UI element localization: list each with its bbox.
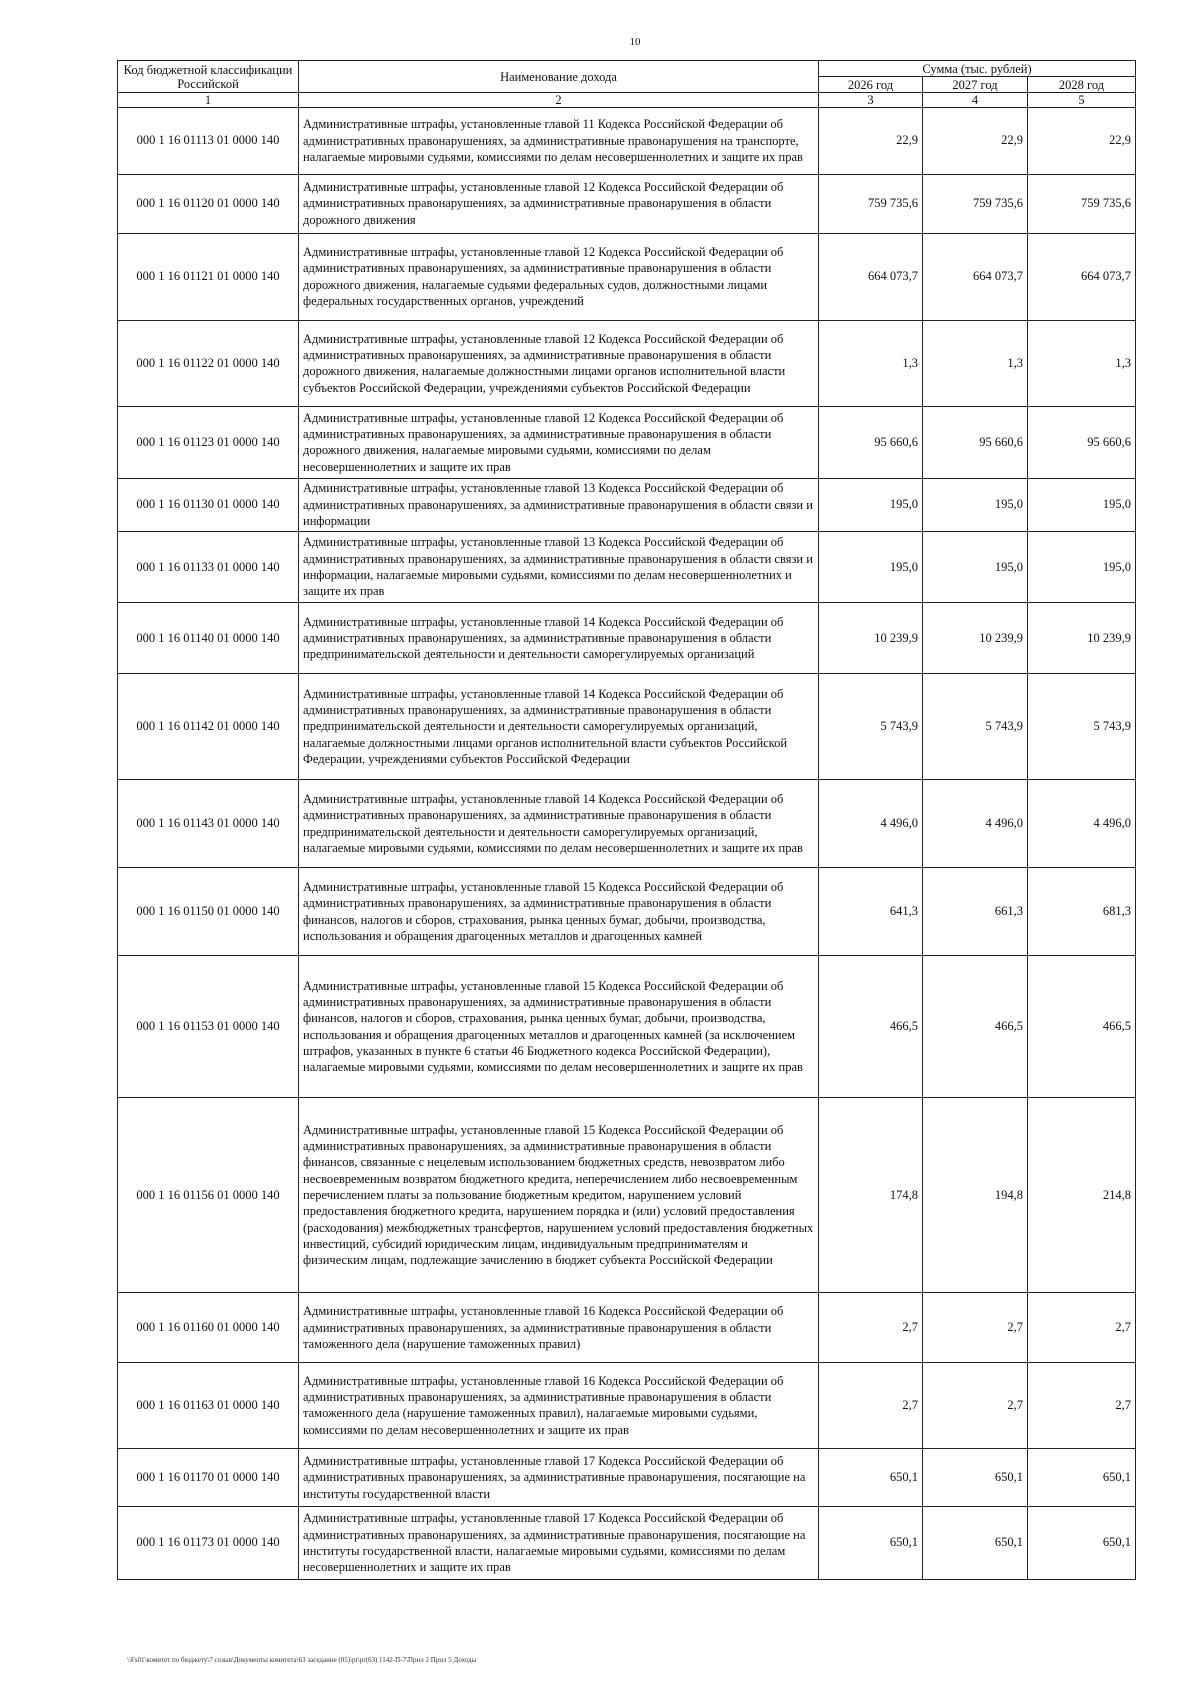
amount-2027-cell: 466,5: [923, 956, 1028, 1098]
amount-2027-cell: 1,3: [923, 320, 1028, 407]
table-row: [118, 233, 1136, 320]
budget-code-cell: 000 1 16 01130 01 0000 140: [118, 478, 299, 532]
budget-code-cell: 000 1 16 01122 01 0000 140: [118, 320, 299, 407]
amount-2026-cell: 759 735,6: [819, 174, 923, 233]
budget-code-cell: 000 1 16 01163 01 0000 140: [118, 1363, 299, 1449]
budget-code-cell: 000 1 16 01121 01 0000 140: [118, 233, 299, 320]
amount-2026-cell: 174,8: [819, 1097, 923, 1292]
table-row: [118, 478, 1136, 532]
table-row: [118, 1097, 1136, 1292]
amount-2026-cell: 2,7: [819, 1293, 923, 1363]
amount-2026-cell: 4 496,0: [819, 780, 923, 868]
income-name-cell: Административные штрафы, установленные главой 14 Кодекса Российской Федерации об административных правонарушениях, за административные правонарушения в области предпринимательской деятельности и деятельности саморегулируемых организаций, налагаемые должностными лицами органов исполнительной власти субъектов Российской Федерации, учреждениями субъектов Российской Федерации: [299, 673, 819, 779]
amount-2026-cell: 10 239,9: [819, 603, 923, 674]
income-name-cell: Административные штрафы, установленные главой 12 Кодекса Российской Федерации об административных правонарушениях, за административные правонарушения в области дорожного движения, налагаемые должностными лицами органов исполнительной власти субъектов Российской Федерации, учреждениями субъектов Российской Федерации: [299, 320, 819, 407]
amount-2027-cell: 95 660,6: [923, 407, 1028, 478]
amount-2026-cell: 5 743,9: [819, 673, 923, 779]
column-number: 2: [299, 93, 819, 108]
amount-2026-cell: 664 073,7: [819, 233, 923, 320]
amount-2027-cell: 195,0: [923, 532, 1028, 603]
amount-2027-cell: 650,1: [923, 1506, 1028, 1579]
code-column-header: Код бюджетной классификации Российской: [118, 61, 299, 93]
amount-2028-cell: 650,1: [1028, 1506, 1136, 1579]
table-row: [118, 780, 1136, 868]
table-row: [118, 320, 1136, 407]
income-name-cell: Административные штрафы, установленные главой 15 Кодекса Российской Федерации об административных правонарушениях, за административные правонарушения в области финансов, налогов и сборов, страхования, рынка ценных бумаг, добычи, производства, использования и обращения драгоценных металлов и драгоценных камней: [299, 868, 819, 956]
budget-code-cell: 000 1 16 01113 01 0000 140: [118, 108, 299, 175]
amount-2026-cell: 95 660,6: [819, 407, 923, 478]
income-name-cell: Административные штрафы, установленные главой 11 Кодекса Российской Федерации об административных правонарушениях, за административные правонарушения на транспорте, налагаемые мировыми судьями, комиссиями по делам несовершеннолетних и защите их прав: [299, 108, 819, 175]
table-row: [118, 1448, 1136, 1506]
column-number: 3: [819, 93, 923, 108]
table-row: [118, 603, 1136, 674]
income-name-cell: Административные штрафы, установленные главой 16 Кодекса Российской Федерации об административных правонарушениях, за административные правонарушения в области таможенного дела (нарушение таможенных правил), налагаемые мировыми судьями, комиссиями по делам несовершеннолетних и защите их прав: [299, 1363, 819, 1449]
amount-2028-cell: 4 496,0: [1028, 780, 1136, 868]
amount-2028-cell: 2,7: [1028, 1363, 1136, 1449]
amount-2028-cell: 466,5: [1028, 956, 1136, 1098]
amount-2026-cell: 650,1: [819, 1448, 923, 1506]
amount-2026-cell: 466,5: [819, 956, 923, 1098]
amount-2028-cell: 650,1: [1028, 1448, 1136, 1506]
amount-2027-cell: 2,7: [923, 1293, 1028, 1363]
income-name-cell: Административные штрафы, установленные главой 14 Кодекса Российской Федерации об административных правонарушениях, за административные правонарушения в области предпринимательской деятельности и деятельности саморегулируемых организаций, налагаемые мировыми судьями, комиссиями по делам несовершеннолетних и защите их прав: [299, 780, 819, 868]
column-number: 4: [923, 93, 1028, 108]
income-name-cell: Административные штрафы, установленные главой 17 Кодекса Российской Федерации об административных правонарушениях, за административные правонарушения, посягающие на институты государственной власти, налагаемые мировыми судьями, комиссиями по делам несовершеннолетних и защите их прав: [299, 1506, 819, 1579]
page-number: 10: [629, 36, 641, 48]
amount-2027-cell: 5 743,9: [923, 673, 1028, 779]
income-name-cell: Административные штрафы, установленные главой 13 Кодекса Российской Федерации об административных правонарушениях, за административные правонарушения в области связи и информации: [299, 478, 819, 532]
income-name-cell: Административные штрафы, установленные главой 13 Кодекса Российской Федерации об административных правонарушениях, за административные правонарушения в области связи и информации, налагаемые мировыми судьями, комиссиями по делам несовершеннолетних и защите их прав: [299, 532, 819, 603]
amount-2026-cell: 195,0: [819, 532, 923, 603]
amount-2028-cell: 195,0: [1028, 532, 1136, 603]
budget-code-cell: 000 1 16 01133 01 0000 140: [118, 532, 299, 603]
amount-2028-cell: 1,3: [1028, 320, 1136, 407]
table-row: [118, 174, 1136, 233]
budget-code-cell: 000 1 16 01120 01 0000 140: [118, 174, 299, 233]
table-row: [118, 956, 1136, 1098]
amount-2026-cell: 650,1: [819, 1506, 923, 1579]
amount-2027-cell: 195,0: [923, 478, 1028, 532]
income-table: [117, 60, 1136, 1580]
amount-2028-cell: 681,3: [1028, 868, 1136, 956]
income-name-cell: Административные штрафы, установленные главой 14 Кодекса Российской Федерации об административных правонарушениях, за административные правонарушения в области предпринимательской деятельности и деятельности саморегулируемых организаций: [299, 603, 819, 674]
amount-2027-cell: 650,1: [923, 1448, 1028, 1506]
amount-2028-cell: 195,0: [1028, 478, 1136, 532]
budget-code-cell: 000 1 16 01156 01 0000 140: [118, 1097, 299, 1292]
table-row: [118, 108, 1136, 175]
amount-2028-cell: 5 743,9: [1028, 673, 1136, 779]
file-path-footer: \\Fs01\комитет по бюджету\7 созыв\Документы комитета\63 заседание (05)\pr\pr(63) 1142-П-7\Прил 2 Прил 5 Доходы: [127, 1656, 477, 1664]
amount-2028-cell: 10 239,9: [1028, 603, 1136, 674]
table-row: [118, 673, 1136, 779]
income-name-cell: Административные штрафы, установленные главой 15 Кодекса Российской Федерации об административных правонарушениях, за административные правонарушения в области финансов, связанные с нецелевым использованием бюджетных средств, невозвратом либо несвоевременным возвратом бюджетного кредита, неперечислением либо несвоевременным перечислением платы за пользование бюджетным кредитом, нарушением условий предоставления бюджетного кредита, нарушением порядка и (или) условий предоставления (расходования) межбюджетных трансфертов, нарушением условий предоставления бюджетных инвестиций, субсидий юридическим лицам, индивидуальным предпринимателям и физическим лицам, подлежащие зачислению в бюджет субъекта Российской Федерации: [299, 1097, 819, 1292]
amount-2027-cell: 664 073,7: [923, 233, 1028, 320]
amount-2026-cell: 195,0: [819, 478, 923, 532]
amount-2028-cell: 664 073,7: [1028, 233, 1136, 320]
amount-2027-cell: 661,3: [923, 868, 1028, 956]
amount-2027-cell: 4 496,0: [923, 780, 1028, 868]
year-2026-header: 2026 год: [819, 77, 923, 93]
amount-2027-cell: 10 239,9: [923, 603, 1028, 674]
sum-column-header: Сумма (тыс. рублей): [819, 61, 1136, 77]
table-row: [118, 532, 1136, 603]
amount-2028-cell: 759 735,6: [1028, 174, 1136, 233]
amount-2026-cell: 22,9: [819, 108, 923, 175]
amount-2028-cell: 2,7: [1028, 1293, 1136, 1363]
income-name-cell: Административные штрафы, установленные главой 12 Кодекса Российской Федерации об административных правонарушениях, за административные правонарушения в области дорожного движения, налагаемые судьями федеральных судов, должностными лицами федеральных государственных органов, учреждений: [299, 233, 819, 320]
budget-code-cell: 000 1 16 01142 01 0000 140: [118, 673, 299, 779]
amount-2026-cell: 1,3: [819, 320, 923, 407]
budget-code-cell: 000 1 16 01123 01 0000 140: [118, 407, 299, 478]
amount-2027-cell: 2,7: [923, 1363, 1028, 1449]
column-number: 5: [1028, 93, 1136, 108]
amount-2028-cell: 95 660,6: [1028, 407, 1136, 478]
name-column-header: Наименование дохода: [299, 61, 819, 93]
table-body: [118, 108, 1136, 1580]
amount-2026-cell: 641,3: [819, 868, 923, 956]
income-name-cell: Административные штрафы, установленные главой 12 Кодекса Российской Федерации об административных правонарушениях, за административные правонарушения в области дорожного движения, налагаемые мировыми судьями, комиссиями по делам несовершеннолетних и защите их прав: [299, 407, 819, 478]
table-row: [118, 1363, 1136, 1449]
amount-2026-cell: 2,7: [819, 1363, 923, 1449]
budget-code-cell: 000 1 16 01150 01 0000 140: [118, 868, 299, 956]
table-row: [118, 407, 1136, 478]
table-row: [118, 868, 1136, 956]
budget-code-cell: 000 1 16 01160 01 0000 140: [118, 1293, 299, 1363]
amount-2027-cell: 194,8: [923, 1097, 1028, 1292]
amount-2028-cell: 22,9: [1028, 108, 1136, 175]
budget-code-cell: 000 1 16 01170 01 0000 140: [118, 1448, 299, 1506]
income-name-cell: Административные штрафы, установленные главой 17 Кодекса Российской Федерации об административных правонарушениях, за административные правонарушения, посягающие на институты государственной власти: [299, 1448, 819, 1506]
table-row: [118, 1293, 1136, 1363]
year-2028-header: 2028 год: [1028, 77, 1136, 93]
budget-code-cell: 000 1 16 01140 01 0000 140: [118, 603, 299, 674]
table-row: [118, 1506, 1136, 1579]
income-name-cell: Административные штрафы, установленные главой 16 Кодекса Российской Федерации об административных правонарушениях, за административные правонарушения в области таможенного дела (нарушение таможенных правил): [299, 1293, 819, 1363]
income-name-cell: Административные штрафы, установленные главой 15 Кодекса Российской Федерации об административных правонарушениях, за административные правонарушения в области финансов, налогов и сборов, страхования, рынка ценных бумаг, добычи, производства, использования и обращения драгоценных металлов и драгоценных камней (за исключением штрафов, указанных в пункте 6 статьи 46 Бюджетного кодекса Российской Федерации), налагаемые мировыми судьями, комиссиями по делам несовершеннолетних и защите их прав: [299, 956, 819, 1098]
year-2027-header: 2027 год: [923, 77, 1028, 93]
budget-code-cell: 000 1 16 01153 01 0000 140: [118, 956, 299, 1098]
column-number: 1: [118, 93, 299, 108]
budget-code-cell: 000 1 16 01173 01 0000 140: [118, 1506, 299, 1579]
budget-code-cell: 000 1 16 01143 01 0000 140: [118, 780, 299, 868]
income-name-cell: Административные штрафы, установленные главой 12 Кодекса Российской Федерации об административных правонарушениях, за административные правонарушения в области дорожного движения: [299, 174, 819, 233]
amount-2027-cell: 759 735,6: [923, 174, 1028, 233]
amount-2028-cell: 214,8: [1028, 1097, 1136, 1292]
amount-2027-cell: 22,9: [923, 108, 1028, 175]
